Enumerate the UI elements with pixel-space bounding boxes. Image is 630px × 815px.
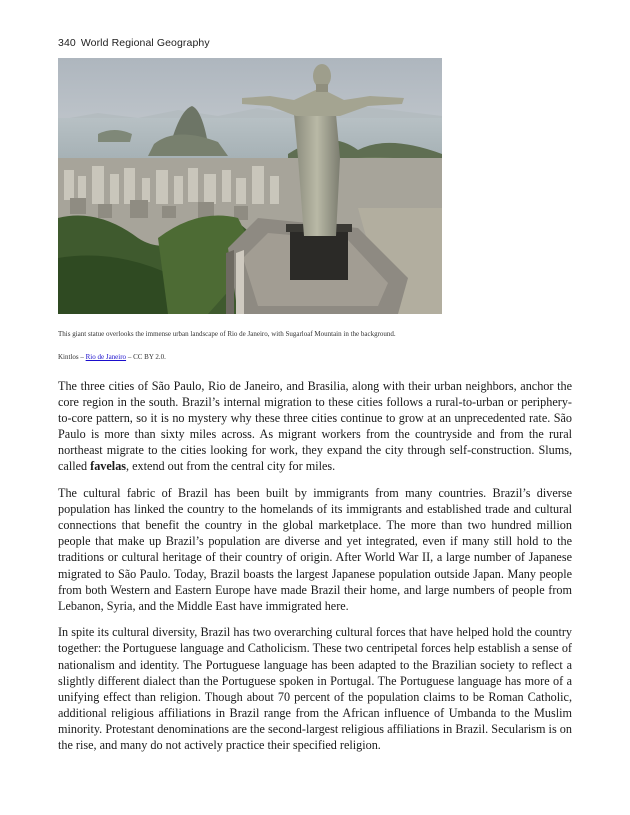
paragraph-1-text: The three cities of São Paulo, Rio de Janeiro, and Brasilia, along with their urban neighbors, anchor the core region in the south. Brazil’s internal migration to these cities follows a rural-to-urban or periphery-to-core pattern, so it is no mystery why these three cities continue to grow at an unprecedented rate. São Paulo is more than sixty miles across. As migrant workers from the countryside and from the rural northeast migrate to the cities looking for work, they expand the city through self-construction. Slums, called: [58, 379, 572, 474]
paragraph-1-end: , extend out from the central city for miles.: [126, 459, 336, 474]
book-title: World Regional Geography: [80, 37, 210, 49]
paragraph-urban-core: [58, 378, 572, 475]
running-head: [58, 37, 210, 49]
figure-credit: [58, 353, 166, 361]
paragraph-cultural-forces: In spite its cultural diversity, Brazil has two overarching cultural forces that have helped hold the country together: the Portuguese language and Catholicism. These two centripetal forces help establish a sense of nationalism and identity. The Portuguese language has been adapted to the Brazilian society to reflect a slightly different dialect than the Portuguese spoken in Portugal. The Portuguese language has more of a unifying effect than religion. Though about 70 percent of the population claims to be Roman Catholic, additional religious affiliations in Brazil range from the African influence of Umbanda to the Muslim minority. Protestant denominations are the second-largest religious affiliations in Brazil. Secularism is on the rise, and many do not actively practice their specified religion.: [58, 625, 572, 752]
credit-source-link[interactable]: Rio de Janeiro: [85, 353, 127, 361]
term-favelas: favelas: [90, 459, 127, 474]
credit-license: – CC BY 2.0.: [126, 353, 166, 361]
figure-caption: This giant statue overlooks the immense urban landscape of Rio de Janeiro, with Sugarloaf Mountain in the background.: [58, 330, 396, 338]
christ-the-redeemer-photo: [58, 58, 442, 314]
page-number: 340: [58, 37, 76, 49]
paragraph-cultural-fabric: The cultural fabric of Brazil has been built by immigrants from many countries. Brazil’s diverse population has linked the country to the homelands of its immigrants and established trade and cultural connections that benefit the country in the global marketplace. The more than two hundred million people that make up Brazil’s population are diverse and yet integrated, even if many still hold to the traditions or cultural heritage of their country of origin. After World War II, a large number of Japanese migrated to São Paulo. Today, Brazil boasts the largest Japanese population outside Japan. Many people from both Western and Eastern Europe have made Brazil their home, and large numbers of people from Lebanon, Syria, and the Middle East have immigrated here.: [58, 486, 572, 613]
body-text: [58, 378, 572, 764]
credit-author: Kintlos –: [58, 353, 86, 361]
